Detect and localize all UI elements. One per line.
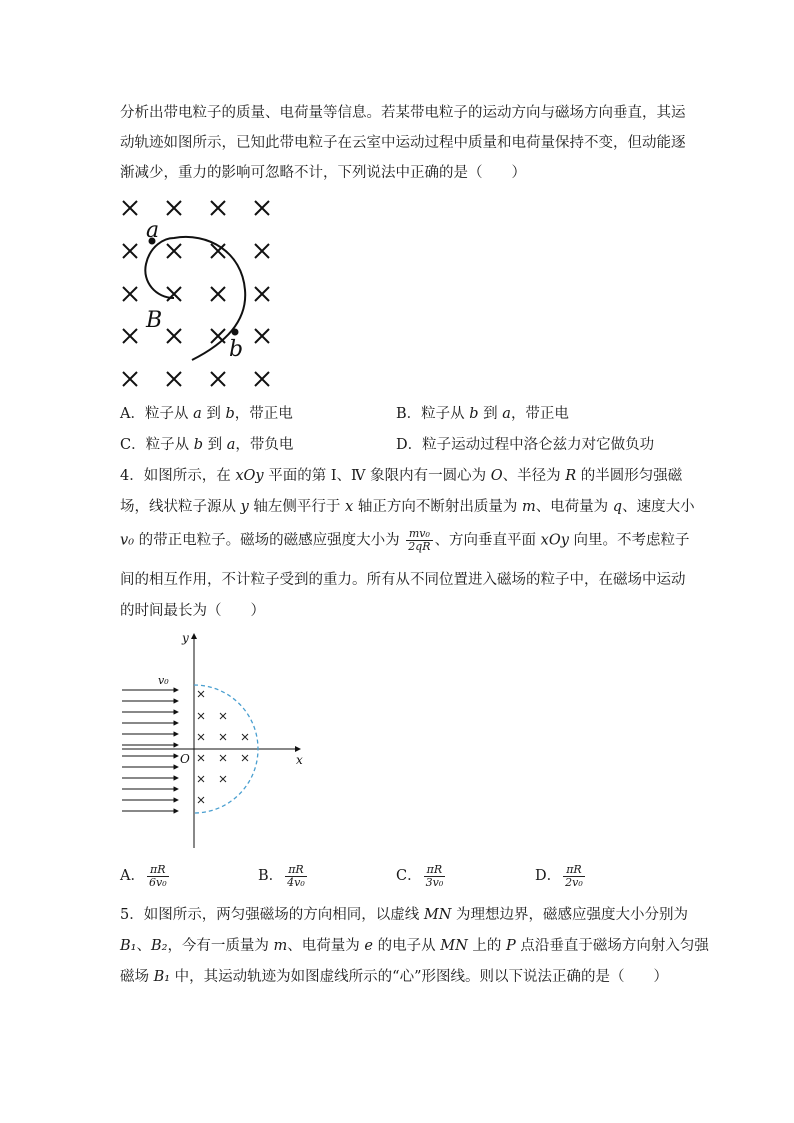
q4-text-line-2: 场，线状粒子源从 y 轴左侧平行于 x 轴正方向不断射出质量为 m、电荷量为 q、速度大小 <box>120 499 695 515</box>
q3-magnetic-field-figure <box>112 194 282 394</box>
field-strength-fraction: $\frac{\text{mv₀}}{2qR}$ <box>408 527 431 553</box>
q4-text-line-1: 4．如图所示，在 xOy 平面的第 Ⅰ、Ⅳ 象限内有一圆心为 O、半径为 R 的半圆形匀强磁 <box>120 468 683 484</box>
label-origin: O <box>180 752 190 766</box>
q3-option-d: D．粒子运动过程中洛仑兹力对它做负功 <box>396 437 655 453</box>
label-y: y <box>182 631 189 645</box>
q4-option-a: A． $\frac{\pi R}{\text{6v₀}}$ <box>120 862 167 889</box>
q3-text-line-2: 动轨迹如图所示，已知此带电粒子在云室中运动过程中质量和电荷量保持不变，但动能逐 <box>120 135 686 151</box>
q5-text-line-2: B₁、B₂，今有一质量为 m、电荷量为 e 的电子从 MN 上的 P 点沿垂直于磁场方向射入匀强 <box>120 938 709 954</box>
label-b: b <box>229 337 244 362</box>
particle-beam-arrows <box>122 690 178 811</box>
q5-text-line-3: 磁场 B₁ 中，其运动轨迹为如图虚线所示的“心”形图线。则以下说法正确的是（ ） <box>120 969 669 985</box>
q4-option-d: D． $\frac{\pi R}{\text{2v₀}}$ <box>535 862 583 889</box>
q4-option-b: B． $\frac{\pi R}{\text{4v₀}}$ <box>258 862 305 889</box>
point-b <box>232 329 239 336</box>
q4-text-line-3: v₀ 的带正电粒子。磁场的磁感应强度大小为 $\frac{\text{mv₀}}{2qR}$ 、方向垂直平面 xOy 向里。不考虑粒子 <box>120 527 690 553</box>
q5-text-line-1: 5．如图所示，两匀强磁场的方向相同，以虚线 MN 为理想边界，磁感应强度大小分别为 <box>120 907 688 923</box>
q3-option-b: B．粒子从 b 到 a，带正电 <box>396 406 569 422</box>
label-v0: v₀ <box>158 674 169 687</box>
field-crosses <box>198 691 248 803</box>
q3-text-line-3: 渐减少，重力的影响可忽略不计，下列说法中正确的是（ ） <box>120 165 526 181</box>
label-x: x <box>296 753 303 767</box>
q3-text-line-1: 分析出带电粒子的质量、电荷量等信息。若某带电粒子的运动方向与磁场方向垂直，其运 <box>120 105 686 121</box>
q3-option-c: C．粒子从 b 到 a，带负电 <box>120 437 294 453</box>
q4-option-c: C． $\frac{\pi R}{\text{3v₀}}$ <box>396 862 444 889</box>
label-a: a <box>146 218 160 243</box>
q4-text-line-5: 的时间最长为（ ） <box>120 603 265 619</box>
q4-coordinate-figure <box>118 628 318 853</box>
q3-option-a: A．粒子从 a 到 b，带正电 <box>120 406 293 422</box>
q4-text-line-4: 间的相互作用，不计粒子受到的重力。所有从不同位置进入磁场的粒子中，在磁场中运动 <box>120 572 686 588</box>
label-B: B <box>146 308 163 333</box>
